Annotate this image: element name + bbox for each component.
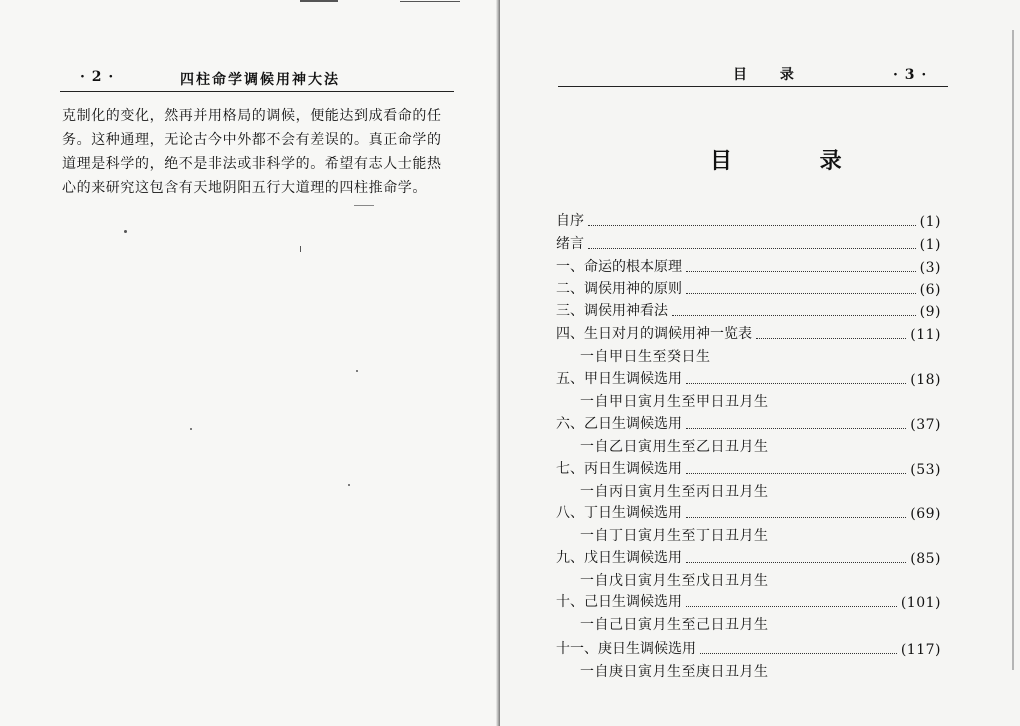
toc-entry — [556, 208, 941, 230]
toc-entry — [556, 321, 941, 343]
scan-speck — [190, 428, 192, 430]
toc-leader-dots — [686, 383, 906, 384]
toc-entry-subtitle: 一自己日寅月生至己日丑月生 — [580, 617, 769, 633]
toc-entry — [556, 456, 941, 478]
toc-entry-label: 二、调侯用神的原则 — [556, 281, 682, 297]
toc-entry-label: 三、调侯用神看法 — [556, 303, 668, 319]
toc-entry-label: 五、甲日生调候选用 — [556, 371, 682, 387]
scan-speck — [124, 230, 127, 233]
page-number: · 3 · — [893, 67, 928, 83]
toc-entry-page: (1) — [919, 214, 941, 230]
toc-entry — [556, 276, 941, 298]
toc-leader-dots — [686, 473, 906, 474]
toc-entry — [556, 589, 941, 611]
toc-entry-label: 九、戊日生调候选用 — [556, 550, 682, 566]
toc-entry-page: (85) — [910, 551, 941, 567]
toc-entry — [556, 298, 941, 320]
body-line: 务。这种通理，无论古今中外都不会有差误的。真正命学的 — [62, 132, 442, 148]
body-text — [62, 104, 462, 200]
toc-leader-dots — [686, 606, 897, 607]
toc-entry-label: 一、命运的根本原理 — [556, 259, 682, 275]
body-line: 克制化的变化，然再并用格局的调候，便能达到成看命的任 — [62, 108, 442, 124]
toc-entry-subtitle: 一自戊日寅月生至戊日丑月生 — [580, 573, 769, 589]
toc-leader-dots — [686, 428, 906, 429]
toc-entry-page: (69) — [910, 506, 941, 522]
toc-entry-label: 七、丙日生调候选用 — [556, 461, 682, 477]
page-edge — [1012, 30, 1014, 670]
toc-entry — [556, 366, 941, 388]
toc-entry — [556, 500, 941, 522]
body-line: 心的来研究这包含有天地阴阳五行大道理的四柱推命学。 — [62, 180, 427, 196]
toc-entry-subtitle: 一自丙日寅月生至丙日丑月生 — [580, 484, 769, 500]
toc-entry-label: 十、己日生调候选用 — [556, 594, 682, 610]
left-page — [0, 0, 500, 726]
toc-entry — [556, 254, 941, 276]
toc-entry-label: 六、乙日生调候选用 — [556, 416, 682, 432]
page-number: · 2 · — [80, 69, 115, 85]
running-title: 目 录 — [733, 67, 808, 83]
scan-mark — [400, 1, 460, 2]
toc-entry-subtitle: 一自甲日生至癸日生 — [580, 349, 711, 365]
toc-entry-label: 四、生日对月的调候用神一览表 — [556, 326, 752, 342]
scan-speck — [356, 370, 358, 372]
toc-leader-dots — [686, 517, 906, 518]
toc-entry-subtitle: 一自乙日寅用生至乙日丑月生 — [580, 439, 769, 455]
toc-entry-page: (53) — [910, 462, 941, 478]
toc-leader-dots — [686, 562, 906, 563]
toc-entry-page: (11) — [910, 327, 941, 343]
toc-leader-dots — [686, 293, 916, 294]
toc-entry — [556, 231, 941, 253]
header-rule — [558, 86, 948, 87]
toc-leader-dots — [700, 653, 897, 654]
toc-entry — [556, 411, 941, 433]
toc-entry-page: (6) — [919, 282, 941, 298]
toc-entry-page: (18) — [910, 372, 941, 388]
body-line: 道理是科学的，绝不是非法或非科学的。希望有志人士能热 — [62, 156, 442, 172]
toc-entry-page: (117) — [900, 642, 941, 658]
toc-entry-page: (1) — [919, 237, 941, 253]
scan-mark — [300, 0, 338, 2]
toc-entry-label: 绪言 — [556, 236, 584, 252]
scan-speck — [354, 205, 374, 206]
toc-entry — [556, 636, 941, 658]
toc-entry-page: (9) — [919, 304, 941, 320]
toc-entry-label: 自序 — [556, 213, 584, 229]
running-title: 四柱命学调候用神大法 — [180, 72, 340, 88]
toc-leader-dots — [588, 248, 916, 249]
toc-entry-page: (37) — [910, 417, 941, 433]
toc-entry-subtitle: 一自丁日寅月生至丁日丑月生 — [580, 528, 769, 544]
toc-leader-dots — [672, 315, 916, 316]
toc-entry-subtitle: 一自甲日寅月生至甲日丑月生 — [580, 394, 769, 410]
scan-speck — [348, 484, 350, 486]
header-rule — [60, 91, 454, 92]
toc-entry-subtitle: 一自庚日寅月生至庚日丑月生 — [580, 664, 769, 680]
toc-entry-page: (101) — [900, 595, 941, 611]
toc-entry — [556, 545, 941, 567]
toc-entry-label: 十一、庚日生调候选用 — [556, 641, 696, 657]
toc-leader-dots — [756, 338, 906, 339]
toc-entry-label: 八、丁日生调候选用 — [556, 505, 682, 521]
right-page — [500, 0, 1020, 726]
toc-entry-page: (3) — [919, 260, 941, 276]
toc-leader-dots — [588, 225, 916, 226]
scan-speck — [300, 246, 301, 252]
toc-leader-dots — [686, 271, 916, 272]
toc-heading: 目 录 — [710, 149, 882, 174]
